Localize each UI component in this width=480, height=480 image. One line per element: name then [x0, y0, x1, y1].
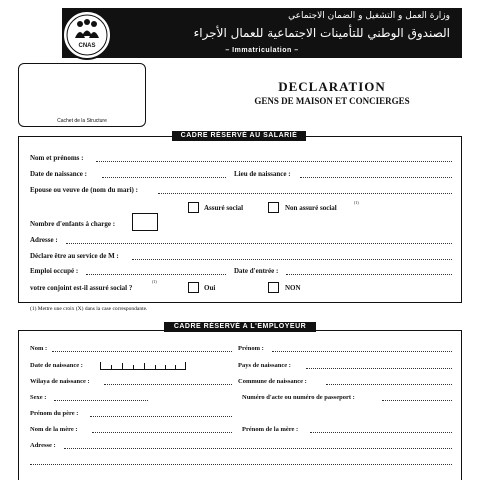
field-emp-wilaya[interactable]: [104, 384, 232, 385]
document-subtitle: GENS DE MAISON ET CONCIERGES: [254, 96, 410, 106]
section-employeur-title: CADRE RÉSERVÉ A L'EMPLOYEUR: [164, 322, 316, 332]
label-emp-commune: Commune de naissance :: [238, 378, 307, 385]
label-oui: Oui: [204, 284, 216, 292]
checkbox-oui[interactable]: [188, 282, 199, 293]
field-emp-nom[interactable]: [52, 351, 232, 352]
field-emp-prenom-pere[interactable]: [90, 416, 232, 417]
label-emp-pays: Pays de naissance :: [238, 362, 291, 369]
field-date-naissance[interactable]: [102, 177, 226, 178]
label-declare-service: Déclare être au service de M :: [30, 252, 119, 260]
field-emp-nom-mere[interactable]: [92, 432, 232, 433]
label-assure-social: Assuré social: [204, 204, 244, 212]
field-emp-prenom-mere[interactable]: [310, 432, 452, 433]
field-adresse[interactable]: [66, 243, 452, 244]
field-emp-adresse-line2[interactable]: [30, 464, 452, 465]
field-nom-prenoms[interactable]: [96, 161, 452, 162]
field-emp-prenom[interactable]: [272, 351, 452, 352]
field-declare-service[interactable]: [132, 259, 452, 260]
footnote-ref-conjoint: (1): [152, 279, 157, 284]
document-title: DECLARATION: [278, 79, 386, 94]
label-conjoint: votre conjoint est-il assuré social ?: [30, 284, 133, 292]
checkbox-assure-social[interactable]: [188, 202, 199, 213]
field-lieu-naissance[interactable]: [300, 177, 452, 178]
label-non-assure-social: Non assuré social: [285, 204, 337, 212]
label-emp-prenom: Prénom :: [238, 345, 264, 352]
field-date-entree[interactable]: [286, 274, 452, 275]
label-date-entree: Date d'entrée :: [234, 267, 279, 275]
label-adresse: Adresse :: [30, 236, 58, 244]
label-emp-nom: Nom :: [30, 345, 48, 352]
label-date-naissance: Date de naissance :: [30, 170, 87, 178]
label-emp-prenom-pere: Prénom du père :: [30, 410, 79, 417]
immatriculation-label: – Immatriculation –: [225, 47, 299, 54]
field-emp-adresse[interactable]: [64, 448, 452, 449]
label-epouse: Epouse ou veuve de (nom du mari) :: [30, 186, 138, 194]
field-emp-date-naissance[interactable]: [100, 362, 186, 370]
section-salarie-title: CADRE RÉSERVÉ AU SALARIÉ: [172, 131, 306, 141]
field-emp-sexe[interactable]: [54, 400, 148, 401]
label-emp-nom-mere: Nom de la mère :: [30, 426, 78, 433]
fund-name-arabic: الصندوق الوطني للتأمينات الاجتماعية للعمال الأجراء: [193, 26, 450, 40]
label-emp-prenom-mere: Prénom de la mère :: [242, 426, 299, 433]
footnote-ref: (1): [354, 200, 359, 205]
label-emploi: Emploi occupé :: [30, 267, 79, 275]
label-emp-date-naissance: Date de naissance :: [30, 362, 83, 369]
label-lieu-naissance: Lieu de naissance :: [234, 170, 291, 178]
label-emp-wilaya: Wilaya de naissance :: [30, 378, 90, 385]
cachet-label: Cachet de la Structure: [57, 118, 107, 124]
checkbox-non-assure-social[interactable]: [268, 202, 279, 213]
footnote: (1) Mettre une croix (X) dans la case correspondante.: [30, 306, 148, 312]
label-emp-numero-acte: Numéro d'acte ou numéro de passeport :: [242, 394, 355, 401]
checkbox-non[interactable]: [268, 282, 279, 293]
section-employeur: [18, 330, 462, 480]
label-non: NON: [285, 284, 301, 292]
field-epouse[interactable]: [158, 193, 452, 194]
label-emp-sexe: Sexe :: [30, 394, 47, 401]
label-emp-adresse: Adresse :: [30, 442, 56, 449]
field-emploi[interactable]: [86, 274, 226, 275]
field-nb-enfants[interactable]: [132, 213, 158, 231]
ministry-arabic: وزارة العمل و التشغيل و الضمان الاجتماعي: [288, 11, 450, 21]
label-nb-enfants: Nombre d'enfants à charge :: [30, 220, 116, 228]
logo-text: CNAS: [78, 43, 96, 49]
field-emp-commune[interactable]: [326, 384, 452, 385]
field-emp-pays[interactable]: [306, 368, 452, 369]
label-nom-prenoms: Nom et prénoms :: [30, 154, 84, 162]
field-emp-numero-acte[interactable]: [382, 400, 452, 401]
